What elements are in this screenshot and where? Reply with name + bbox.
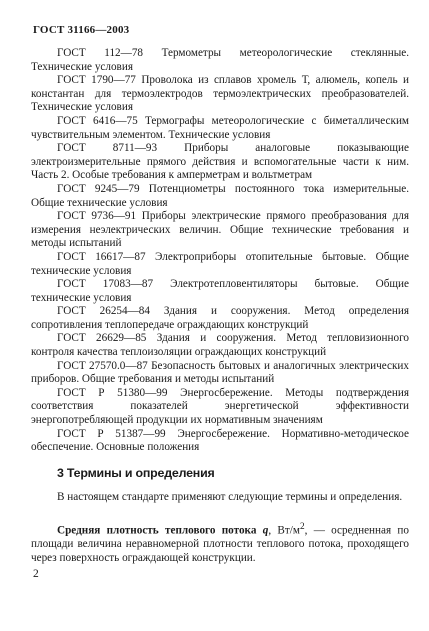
reference-code: ГОСТ Р 51380—99 xyxy=(57,386,168,399)
reference-title: Электротепловентиляторы бытовые. Общие технические условия xyxy=(31,278,409,304)
term-description: , — осредненная по площади величина неравномерной плотности теплового потока, проходящего через поверхность ограждающей конструкции. xyxy=(31,524,410,564)
reference-title: Энергосбережение. Нормативно-методическое обеспечение. Основные положения xyxy=(31,427,409,454)
reference-item xyxy=(31,210,409,251)
reference-title: Электроприборы отопительные бытовые. Общие технические условия xyxy=(31,250,409,277)
term-name: Средняя плотность теплового потока xyxy=(57,524,257,537)
reference-item xyxy=(31,183,409,210)
reference-item xyxy=(31,278,409,305)
reference-item xyxy=(31,251,409,278)
reference-code: ГОСТ 9245—79 xyxy=(57,182,140,195)
reference-code: ГОСТ 8711—93 xyxy=(57,142,158,155)
reference-item xyxy=(31,74,409,115)
standard-header: ГОСТ 31166—2003 xyxy=(33,24,130,36)
reference-title: Безопасность бытовых и аналогичных электрических приборов. Общие требования и методы испытаний xyxy=(31,359,409,386)
term-unit-exponent: 2 xyxy=(299,522,305,532)
reference-code: ГОСТ 26629—85 xyxy=(57,332,147,345)
normative-references-list xyxy=(31,47,410,455)
reference-title: Потенциометры постоянного тока измерительные. Общие технические условия xyxy=(31,182,410,209)
term-unit: , Вт/м xyxy=(268,524,300,537)
reference-item xyxy=(31,115,409,142)
reference-item xyxy=(31,360,409,387)
reference-title: Термографы метеорологические с биметаллическим чувствительным элементом. Технические условия xyxy=(31,114,410,141)
reference-item xyxy=(31,428,409,455)
section-heading: 3 Термины и определения xyxy=(57,466,215,480)
reference-code: ГОСТ 26254—84 xyxy=(57,305,150,318)
term-symbol: q xyxy=(262,524,269,537)
reference-title: Приборы электрические прямого преобразования для измерения неэлектрических величин. Общие технические требования и методы испытаний xyxy=(31,210,409,250)
reference-title: Проволока из сплавов хромель Т, алюмель, копель и константан для термоэлектродов термоэлектрических преобразователей. Технические условия xyxy=(31,74,410,114)
reference-title: Здания и сооружения. Метод определения сопротивления теплопередаче ограждающих конструкций xyxy=(31,305,410,331)
reference-code: ГОСТ 9736—91 xyxy=(57,210,137,223)
reference-title: Энергосбережение. Методы подтверждения соответствия показателей энергетической эффективности энергопотребляющей продукции их нормативным значениям xyxy=(31,386,409,427)
reference-item xyxy=(31,305,409,332)
reference-code: ГОСТ Р 51387—99 xyxy=(57,427,166,440)
term-definition xyxy=(31,521,409,566)
reference-code: ГОСТ 1790—77 xyxy=(57,74,136,87)
reference-code: ГОСТ 6416—75 xyxy=(57,114,138,127)
reference-item xyxy=(31,47,409,74)
reference-code: ГОСТ 112—78 xyxy=(57,47,144,59)
reference-code: ГОСТ 17083—87 xyxy=(57,278,154,291)
reference-title: Приборы аналоговые показывающие электроизмерительные прямого действия и вспомогательные части к ним. Часть 2. Особые требования к амперметрам и вольтметрам xyxy=(31,142,409,182)
reference-item xyxy=(31,332,409,359)
reference-code: ГОСТ 16617—87 xyxy=(57,250,146,263)
reference-item xyxy=(31,387,409,428)
reference-code: ГОСТ 27570.0—87 xyxy=(57,359,148,372)
section-intro: В настоящем стандарте применяют следующие термины и определения. xyxy=(57,491,403,503)
page-number: 2 xyxy=(33,568,39,580)
reference-title: Здания и сооружения. Метод тепловизионного контроля качества теплоизоляции ограждающих конструкций xyxy=(31,332,410,359)
reference-item xyxy=(31,142,409,183)
reference-title: Термометры метеорологические стеклянные. Технические условия xyxy=(31,47,409,73)
